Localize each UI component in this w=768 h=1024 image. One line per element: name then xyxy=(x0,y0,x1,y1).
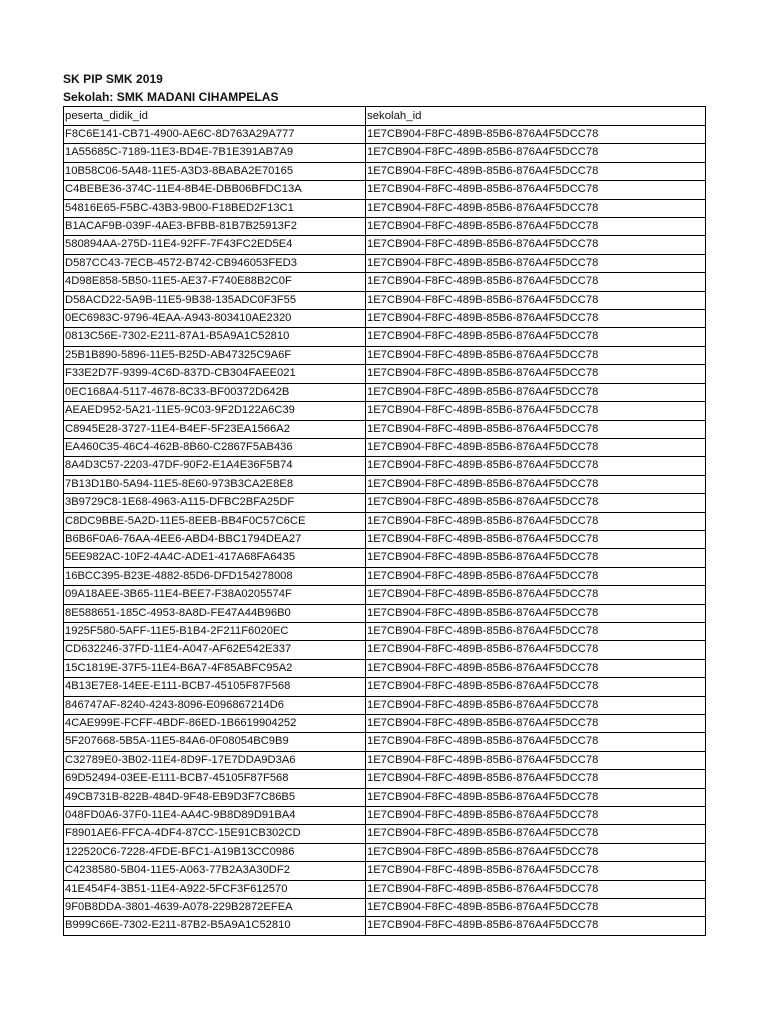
document-title: SK PIP SMK 2019 xyxy=(63,72,163,86)
table-row xyxy=(64,218,706,236)
table-row xyxy=(64,254,706,272)
peserta-didik-id-cell: 8A4D3C57-2203-47DF-90F2-E1A4E36F5B74 xyxy=(64,457,366,475)
table-row xyxy=(64,126,706,144)
table-row xyxy=(64,199,706,217)
peserta-didik-id-cell: 8E588651-185C-4953-8A8D-FE47A44B96B0 xyxy=(64,604,366,622)
peserta-didik-id-cell: 048FD0A6-37F0-11E4-AA4C-9B8D89D91BA4 xyxy=(64,807,366,825)
table-row xyxy=(64,917,706,935)
table-row xyxy=(64,494,706,512)
table-row xyxy=(64,236,706,254)
sekolah-id-cell: 1E7CB904-F8FC-489B-85B6-876A4F5DCC78 xyxy=(366,199,706,217)
table-row xyxy=(64,567,706,585)
peserta-didik-id-cell: 25B1B890-5896-11E5-B25D-AB47325C9A6F xyxy=(64,346,366,364)
peserta-didik-id-cell: 3B9729C8-1E68-4963-A115-DFBC2BFA25DF xyxy=(64,494,366,512)
peserta-didik-id-cell: 1A55685C-7189-11E3-BD4E-7B1E391AB7A9 xyxy=(64,144,366,162)
sekolah-id-cell: 1E7CB904-F8FC-489B-85B6-876A4F5DCC78 xyxy=(366,678,706,696)
column-header-peserta-didik-id: peserta_didik_id xyxy=(64,107,366,126)
sekolah-id-cell: 1E7CB904-F8FC-489B-85B6-876A4F5DCC78 xyxy=(366,641,706,659)
peserta-didik-id-cell: C32789E0-3B02-11E4-8D9F-17E7DDA9D3A6 xyxy=(64,751,366,769)
sekolah-id-cell: 1E7CB904-F8FC-489B-85B6-876A4F5DCC78 xyxy=(366,917,706,935)
table-row xyxy=(64,696,706,714)
peserta-didik-id-cell: 7B13D1B0-5A94-11E5-8E60-973B3CA2E8E8 xyxy=(64,475,366,493)
peserta-didik-id-cell: F8901AE6-FFCA-4DF4-87CC-15E91CB302CD xyxy=(64,825,366,843)
table-row xyxy=(64,586,706,604)
sekolah-id-cell: 1E7CB904-F8FC-489B-85B6-876A4F5DCC78 xyxy=(366,365,706,383)
sekolah-id-cell: 1E7CB904-F8FC-489B-85B6-876A4F5DCC78 xyxy=(366,567,706,585)
peserta-didik-id-cell: 15C1819E-37F5-11E4-B6A7-4F85ABFC95A2 xyxy=(64,659,366,677)
peserta-didik-id-cell: CD632246-37FD-11E4-A047-AF62E542E337 xyxy=(64,641,366,659)
peserta-didik-id-cell: 4D98E858-5B50-11E5-AE37-F740E88B2C0F xyxy=(64,273,366,291)
peserta-didik-id-cell: 10B58C06-5A48-11E5-A3D3-8BABA2E70165 xyxy=(64,162,366,180)
table-row xyxy=(64,346,706,364)
column-header-sekolah-id: sekolah_id xyxy=(366,107,706,126)
peserta-didik-id-cell: 4B13E7E8-14EE-E111-BCB7-45105F87F568 xyxy=(64,678,366,696)
sekolah-id-cell: 1E7CB904-F8FC-489B-85B6-876A4F5DCC78 xyxy=(366,236,706,254)
peserta-didik-id-cell: EA460C35-46C4-462B-8B60-C2867F5AB436 xyxy=(64,438,366,456)
sekolah-id-cell: 1E7CB904-F8FC-489B-85B6-876A4F5DCC78 xyxy=(366,273,706,291)
table-row xyxy=(64,770,706,788)
school-name: Sekolah: SMK MADANI CIHAMPELAS xyxy=(63,90,279,104)
peserta-didik-id-cell: 0EC6983C-9796-4EAA-A943-803410AE2320 xyxy=(64,310,366,328)
sekolah-id-cell: 1E7CB904-F8FC-489B-85B6-876A4F5DCC78 xyxy=(366,181,706,199)
peserta-didik-id-cell: 1925F580-5AFF-11E5-B1B4-2F211F6020EC xyxy=(64,622,366,640)
peserta-didik-id-cell: 5EE982AC-10F2-4A4C-ADE1-417A68FA6435 xyxy=(64,549,366,567)
sekolah-id-cell: 1E7CB904-F8FC-489B-85B6-876A4F5DCC78 xyxy=(366,346,706,364)
sekolah-id-cell: 1E7CB904-F8FC-489B-85B6-876A4F5DCC78 xyxy=(366,218,706,236)
sekolah-id-cell: 1E7CB904-F8FC-489B-85B6-876A4F5DCC78 xyxy=(366,770,706,788)
table-row xyxy=(64,181,706,199)
sekolah-id-cell: 1E7CB904-F8FC-489B-85B6-876A4F5DCC78 xyxy=(366,420,706,438)
sekolah-id-cell: 1E7CB904-F8FC-489B-85B6-876A4F5DCC78 xyxy=(366,254,706,272)
table-row xyxy=(64,402,706,420)
peserta-didik-id-cell: 122520C6-7228-4FDE-BFC1-A19B13CC0986 xyxy=(64,843,366,861)
sekolah-id-cell: 1E7CB904-F8FC-489B-85B6-876A4F5DCC78 xyxy=(366,291,706,309)
table-row xyxy=(64,751,706,769)
table-row xyxy=(64,715,706,733)
sekolah-id-cell: 1E7CB904-F8FC-489B-85B6-876A4F5DCC78 xyxy=(366,899,706,917)
document-page xyxy=(63,70,705,936)
table-row xyxy=(64,328,706,346)
table-row xyxy=(64,622,706,640)
sekolah-id-cell: 1E7CB904-F8FC-489B-85B6-876A4F5DCC78 xyxy=(366,733,706,751)
table-row xyxy=(64,162,706,180)
table-header-row xyxy=(64,107,706,126)
peserta-didik-id-cell: 846747AF-8240-4243-8096-E096867214D6 xyxy=(64,696,366,714)
sekolah-id-cell: 1E7CB904-F8FC-489B-85B6-876A4F5DCC78 xyxy=(366,126,706,144)
sekolah-id-cell: 1E7CB904-F8FC-489B-85B6-876A4F5DCC78 xyxy=(366,530,706,548)
sekolah-id-cell: 1E7CB904-F8FC-489B-85B6-876A4F5DCC78 xyxy=(366,549,706,567)
sekolah-id-cell: 1E7CB904-F8FC-489B-85B6-876A4F5DCC78 xyxy=(366,494,706,512)
sekolah-id-cell: 1E7CB904-F8FC-489B-85B6-876A4F5DCC78 xyxy=(366,512,706,530)
table-row xyxy=(64,641,706,659)
sekolah-id-cell: 1E7CB904-F8FC-489B-85B6-876A4F5DCC78 xyxy=(366,604,706,622)
sekolah-id-cell: 1E7CB904-F8FC-489B-85B6-876A4F5DCC78 xyxy=(366,862,706,880)
sekolah-id-cell: 1E7CB904-F8FC-489B-85B6-876A4F5DCC78 xyxy=(366,162,706,180)
peserta-didik-id-cell: 580894AA-275D-11E4-92FF-7F43FC2ED5E4 xyxy=(64,236,366,254)
peserta-didik-id-cell: 09A18AEE-3B65-11E4-BEE7-F38A0205574F xyxy=(64,586,366,604)
table-row xyxy=(64,273,706,291)
table-row xyxy=(64,733,706,751)
sekolah-id-cell: 1E7CB904-F8FC-489B-85B6-876A4F5DCC78 xyxy=(366,751,706,769)
sekolah-id-cell: 1E7CB904-F8FC-489B-85B6-876A4F5DCC78 xyxy=(366,328,706,346)
peserta-didik-id-cell: 4CAE999E-FCFF-4BDF-86ED-1B6619904252 xyxy=(64,715,366,733)
table-row xyxy=(64,604,706,622)
peserta-didik-id-cell: AEAED952-5A21-11E5-9C03-9F2D122A6C39 xyxy=(64,402,366,420)
sekolah-id-cell: 1E7CB904-F8FC-489B-85B6-876A4F5DCC78 xyxy=(366,659,706,677)
table-row xyxy=(64,291,706,309)
table-row xyxy=(64,420,706,438)
table-row xyxy=(64,807,706,825)
peserta-didik-id-cell: F33E2D7F-9399-4C6D-837D-CB304FAEE021 xyxy=(64,365,366,383)
sekolah-id-cell: 1E7CB904-F8FC-489B-85B6-876A4F5DCC78 xyxy=(366,438,706,456)
table-row xyxy=(64,383,706,401)
peserta-didik-id-cell: 0EC168A4-5117-4678-8C33-BF00372D642B xyxy=(64,383,366,401)
sekolah-id-cell: 1E7CB904-F8FC-489B-85B6-876A4F5DCC78 xyxy=(366,788,706,806)
table-row xyxy=(64,825,706,843)
table-row xyxy=(64,512,706,530)
table-row xyxy=(64,862,706,880)
table-body xyxy=(64,126,706,936)
sekolah-id-cell: 1E7CB904-F8FC-489B-85B6-876A4F5DCC78 xyxy=(366,457,706,475)
sekolah-id-cell: 1E7CB904-F8FC-489B-85B6-876A4F5DCC78 xyxy=(366,383,706,401)
sekolah-id-cell: 1E7CB904-F8FC-489B-85B6-876A4F5DCC78 xyxy=(366,144,706,162)
peserta-didik-id-cell: 16BCC395-B23E-4882-85D6-DFD154278008 xyxy=(64,567,366,585)
peserta-didik-id-cell: 69D52494-03EE-E111-BCB7-45105F87F568 xyxy=(64,770,366,788)
sekolah-id-cell: 1E7CB904-F8FC-489B-85B6-876A4F5DCC78 xyxy=(366,715,706,733)
table-row xyxy=(64,438,706,456)
sekolah-id-cell: 1E7CB904-F8FC-489B-85B6-876A4F5DCC78 xyxy=(366,310,706,328)
peserta-didik-id-cell: 49CB731B-822B-484D-9F48-EB9D3F7C86B5 xyxy=(64,788,366,806)
table-row xyxy=(64,843,706,861)
peserta-didik-id-cell: B1ACAF9B-039F-4AE3-BFBB-81B7B25913F2 xyxy=(64,218,366,236)
peserta-didik-id-cell: 9F0B8DDA-3801-4639-A078-229B2872EFEA xyxy=(64,899,366,917)
peserta-didik-id-cell: 0813C56E-7302-E211-87A1-B5A9A1C52810 xyxy=(64,328,366,346)
student-table xyxy=(63,106,706,936)
table-row xyxy=(64,475,706,493)
peserta-didik-id-cell: B6B6F0A6-76AA-4EE6-ABD4-BBC1794DEA27 xyxy=(64,530,366,548)
table-row xyxy=(64,549,706,567)
table-row xyxy=(64,678,706,696)
sekolah-id-cell: 1E7CB904-F8FC-489B-85B6-876A4F5DCC78 xyxy=(366,825,706,843)
peserta-didik-id-cell: C4238580-5B04-11E5-A063-77B2A3A30DF2 xyxy=(64,862,366,880)
table-row xyxy=(64,310,706,328)
table-row xyxy=(64,659,706,677)
sekolah-id-cell: 1E7CB904-F8FC-489B-85B6-876A4F5DCC78 xyxy=(366,402,706,420)
sekolah-id-cell: 1E7CB904-F8FC-489B-85B6-876A4F5DCC78 xyxy=(366,622,706,640)
peserta-didik-id-cell: F8C6E141-CB71-4900-AE6C-8D763A29A777 xyxy=(64,126,366,144)
peserta-didik-id-cell: D587CC43-7ECB-4572-B742-CB946053FED3 xyxy=(64,254,366,272)
table-row xyxy=(64,365,706,383)
sekolah-id-cell: 1E7CB904-F8FC-489B-85B6-876A4F5DCC78 xyxy=(366,880,706,898)
peserta-didik-id-cell: C4BEBE36-374C-11E4-8B4E-DBB06BFDC13A xyxy=(64,181,366,199)
peserta-didik-id-cell: 5F207668-5B5A-11E5-84A6-0F08054BC9B9 xyxy=(64,733,366,751)
sekolah-id-cell: 1E7CB904-F8FC-489B-85B6-876A4F5DCC78 xyxy=(366,807,706,825)
sekolah-id-cell: 1E7CB904-F8FC-489B-85B6-876A4F5DCC78 xyxy=(366,475,706,493)
sekolah-id-cell: 1E7CB904-F8FC-489B-85B6-876A4F5DCC78 xyxy=(366,586,706,604)
sekolah-id-cell: 1E7CB904-F8FC-489B-85B6-876A4F5DCC78 xyxy=(366,696,706,714)
sekolah-id-cell: 1E7CB904-F8FC-489B-85B6-876A4F5DCC78 xyxy=(366,843,706,861)
peserta-didik-id-cell: B999C66E-7302-E211-87B2-B5A9A1C52810 xyxy=(64,917,366,935)
table-row xyxy=(64,457,706,475)
peserta-didik-id-cell: 41E454F4-3B51-11E4-A922-5FCF3F612570 xyxy=(64,880,366,898)
peserta-didik-id-cell: C8DC9BBE-5A2D-11E5-8EEB-BB4F0C57C6CE xyxy=(64,512,366,530)
table-row xyxy=(64,880,706,898)
table-row xyxy=(64,788,706,806)
table-row xyxy=(64,530,706,548)
peserta-didik-id-cell: C8945E28-3727-11E4-B4EF-5F23EA1566A2 xyxy=(64,420,366,438)
peserta-didik-id-cell: 54816E65-F5BC-43B3-9B00-F18BED2F13C1 xyxy=(64,199,366,217)
table-row xyxy=(64,899,706,917)
peserta-didik-id-cell: D58ACD22-5A9B-11E5-9B38-135ADC0F3F55 xyxy=(64,291,366,309)
table-row xyxy=(64,144,706,162)
